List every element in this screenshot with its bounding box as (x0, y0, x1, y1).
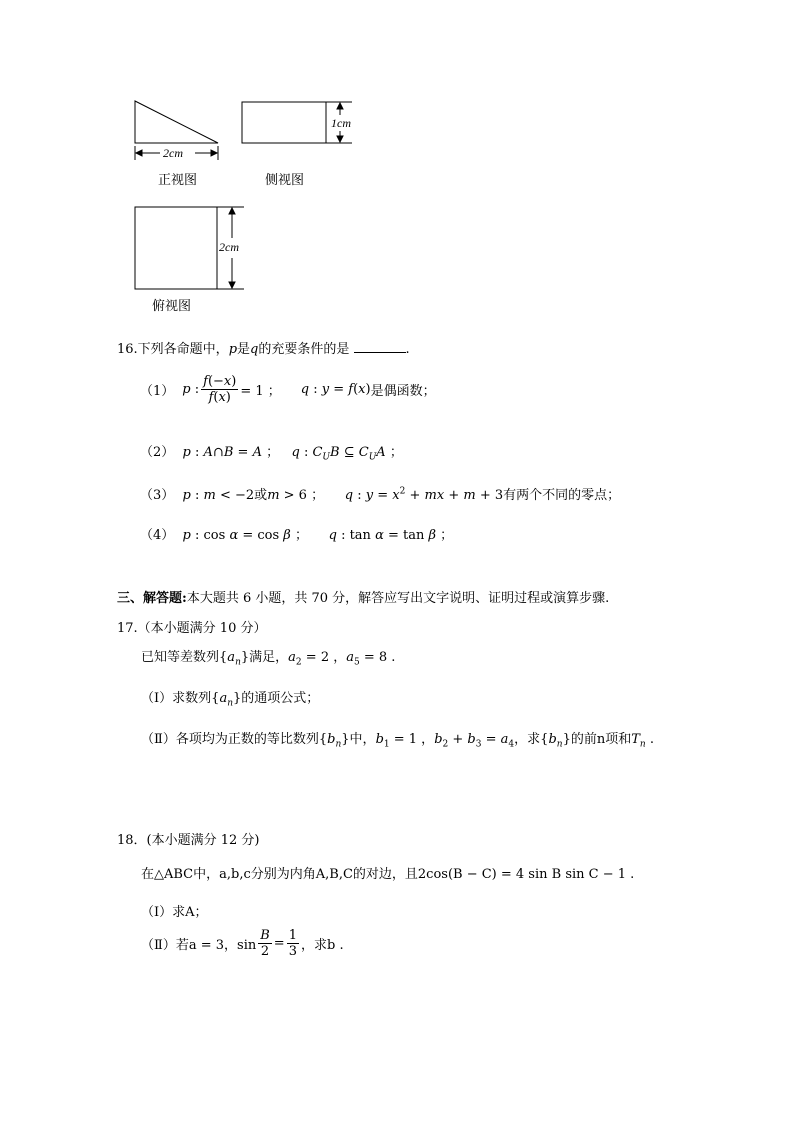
q17-header: 17.（本小题满分 10 分） (117, 621, 267, 636)
top-view-label: 俯视图 (152, 299, 192, 314)
fraction: $\frac{1}{3}$ (288, 928, 297, 959)
q18-part-2-suffix: ，求b . (300, 938, 344, 953)
q18-part-1-num: （Ⅰ） (141, 905, 173, 920)
fraction: $\frac{B}{2}$ (260, 928, 270, 959)
q16-item-3: （3） p : m < −2或m > 6 ； q : $y = x^2$ + mx + m + 3有两个不同的零点； (140, 486, 621, 503)
side-dim-label: 1cm (331, 116, 351, 130)
fraction: $\frac{f(-x)}{f(x)}$ (203, 374, 237, 405)
q16-item-2-num: （2） (140, 445, 175, 460)
q18-header: 18．(本小题满分 12 分) (117, 833, 260, 848)
q17-part-2-ask: ，求 (514, 732, 541, 747)
q18-part-1-text: 求A； (172, 905, 208, 920)
q16-item-1-tail: 是偶函数； (370, 384, 436, 399)
q18-given: 在△ABC中，a,b,c分别为内角A,B,C的对边，且2cos(B − C) = 4 sin B sin C − 1 . (141, 867, 635, 882)
top-dim-label: 2cm (219, 240, 239, 254)
q17-part-2-num: （Ⅱ） (141, 732, 176, 747)
q16-stem-end: . (405, 342, 410, 357)
three-view-figure (0, 0, 400, 320)
q16-item-1: （1） p : $\frac{f(-x)}{f(x)}$ = 1 ； q : y = f(x) 是偶函数； (140, 374, 436, 405)
q16-p-symbol: p (228, 342, 238, 357)
section-3-instructions: 本大题共 6 小题，共 70 分，解答应写出文字说明、证明过程或演算步骤. (186, 591, 610, 606)
q16-stem (117, 338, 410, 357)
q17-part-2: （Ⅱ）各项均为正数的等比数列$\{b_n\}$中，$b_1 = 1$ ，$b_2 + b_3 = a_4$，求$\{b_n\}$的前n项和$T_n$ . (141, 732, 654, 750)
q17-part-2-text: 各项均为正数的等比数列 (175, 732, 319, 747)
q16-item-3-num: （3） (140, 488, 175, 503)
q17-given-mid: 满足， (249, 650, 289, 665)
front-dim-label: 2cm (163, 146, 183, 160)
q16-item-4-num: （4） (140, 528, 175, 543)
side-view-label: 侧视图 (265, 173, 305, 188)
q16-stem-mid: 是 (237, 342, 251, 357)
q17-part-1: （Ⅰ）求数列$\{a_n\}$的通项公式； (141, 691, 320, 709)
q16-item-1-num: （1） (140, 384, 175, 399)
section-3-title: 三、解答题: (117, 591, 187, 606)
q17-part-1-num: （Ⅰ） (141, 691, 173, 706)
q17-given-prefix: 已知等差数列 (141, 650, 220, 665)
q18-part-2-prefix: 若a = 3，sin (175, 938, 257, 953)
q16-stem-prefix: 16.下列各命题中， (117, 342, 229, 357)
section-3-heading (117, 587, 609, 606)
q16-item-4: （4） p : cos α = cos β ； q : tan α = tan β ； (140, 528, 454, 543)
q16-stem-suffix: 的充要条件的是 (258, 342, 350, 357)
q18-part-2-num: （Ⅱ） (141, 938, 176, 953)
answer-blank[interactable] (354, 340, 406, 353)
q17-part-1-text: 求数列 (172, 691, 212, 706)
q18-part-1 (141, 901, 208, 920)
q17-part-2-end: 的前n项和 (570, 732, 632, 747)
q17-part-2-mid: 中， (349, 732, 376, 747)
q17-given: 已知等差数列$\{a_n\}$满足，$a_2 = 2$ ，$a_5 = 8$ . (141, 650, 396, 668)
q17-part-1-suffix: 的通项公式； (241, 691, 320, 706)
q18-part-2: （Ⅱ） 若a = 3，sin $\frac{B}{2}$ = $\frac{1}{3}$ ，求b . (141, 928, 344, 959)
q16-q-symbol: q (250, 342, 259, 357)
front-view-label: 正视图 (158, 173, 198, 188)
q16-item-2: （2） p : A∩B = A ； q : $C_UB$ ⊆ $C_UA$ ； (140, 445, 403, 463)
